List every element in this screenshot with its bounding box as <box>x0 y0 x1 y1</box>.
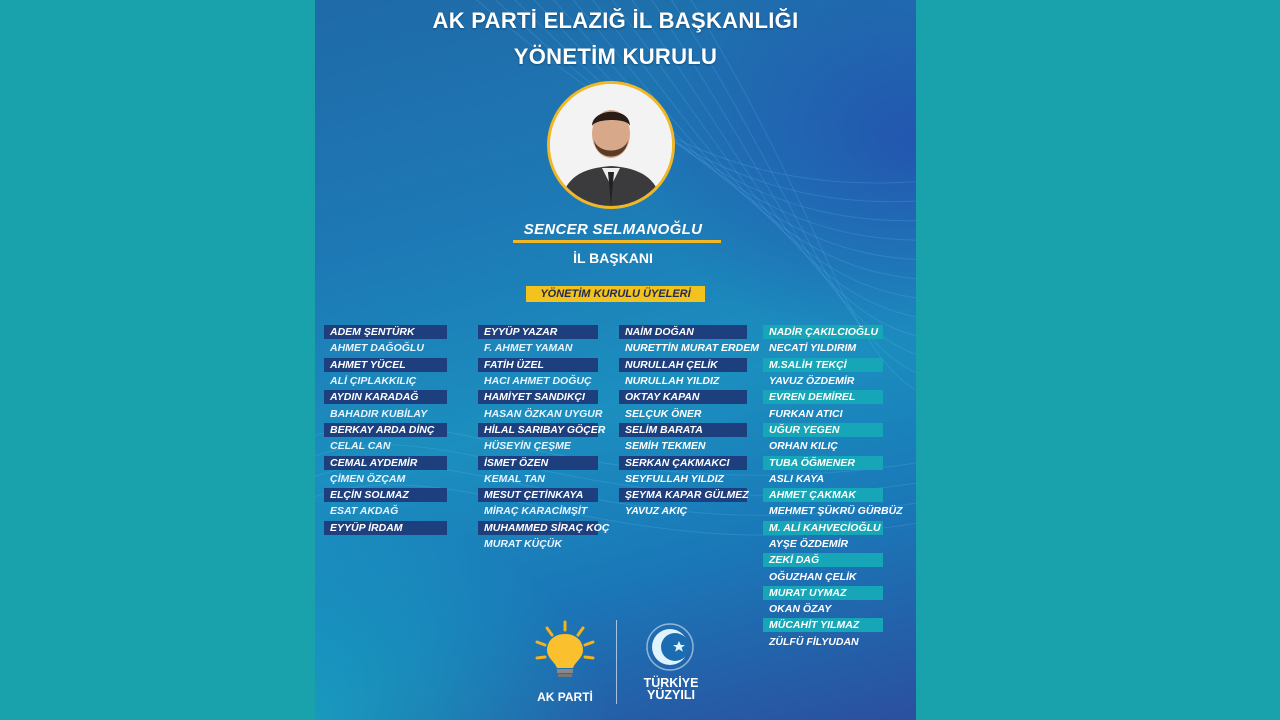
header-title-line1: AK PARTİ ELAZIĞ İL BAŞKANLIĞI <box>432 8 799 33</box>
ak-parti-lightbulb-icon <box>533 620 597 680</box>
member-item: ASLI KAYA <box>769 472 825 485</box>
member-item: MUHAMMED SİRAÇ KOÇ <box>478 520 598 536</box>
member-item: ZEKİ DAĞ <box>763 552 883 568</box>
member-item: ZÜLFÜ FİLYUDAN <box>769 635 859 648</box>
member-item: SELİM BARATA <box>619 422 747 438</box>
chair-portrait-photo <box>547 81 675 209</box>
members-column-2 <box>478 324 610 552</box>
member-item: OĞUZHAN ÇELİK <box>769 570 857 583</box>
member-item: AHMET YÜCEL <box>324 357 447 373</box>
turkiye-text-line2: YÜZYILI <box>647 688 695 702</box>
member-item: MURAT KÜÇÜK <box>484 538 562 550</box>
member-item: EYYÜP YAZAR <box>478 324 598 340</box>
member-item: EYYÜP İRDAM <box>324 520 447 536</box>
member-item: OKTAY KAPAN <box>619 389 747 405</box>
member-item: NADİR ÇAKILCIOĞLU <box>763 324 883 340</box>
member-item: SELÇUK ÖNER <box>625 407 702 420</box>
member-item: NURULLAH ÇELİK <box>619 357 747 373</box>
member-item: SERKAN ÇAKMAKCI <box>619 454 747 470</box>
chair-title: İL BAŞKANI <box>573 250 653 266</box>
member-item: MEHMET ŞÜKRÜ GÜRBÜZ <box>769 505 903 518</box>
member-item: BAHADIR KUBİLAY <box>330 407 428 420</box>
ak-parti-logo-text: AK PARTİ <box>537 690 593 704</box>
member-item: CEMAL AYDEMİR <box>324 454 447 470</box>
members-column-3 <box>619 324 759 520</box>
member-item: MURAT UYMAZ <box>763 585 883 601</box>
member-item: NAİM DOĞAN <box>619 324 747 340</box>
member-item: NECATİ YILDIRIM <box>769 342 857 355</box>
members-label: YÖNETİM KURULU ÜYELERİ <box>526 286 705 302</box>
chair-name: SENCER SELMANOĞLU <box>523 221 703 238</box>
member-item: HACI AHMET DOĞUÇ <box>484 375 592 388</box>
member-item: YAVUZ AKIÇ <box>625 505 688 518</box>
member-item: MÜCAHİT YILMAZ <box>763 617 883 633</box>
member-item: F. AHMET YAMAN <box>484 342 573 355</box>
members-column-1 <box>324 324 447 536</box>
member-item: M.SALİH TEKÇİ <box>763 357 883 373</box>
member-item: AHMET DAĞOĞLU <box>330 342 424 355</box>
member-item: SEYFULLAH YILDIZ <box>625 472 724 485</box>
turkiye-yuzyili-text <box>628 677 714 701</box>
member-item: FURKAN ATICI <box>769 407 843 420</box>
member-item: NURETTİN MURAT ERDEM <box>625 342 759 355</box>
member-item: HİLAL SARIBAY GÖÇER <box>478 422 598 438</box>
member-item: ESAT AKDAĞ <box>330 505 399 518</box>
turkiye-text-line1: TÜRKİYE <box>643 676 699 690</box>
member-item: AYDIN KARADAĞ <box>324 389 447 405</box>
member-item: BERKAY ARDA DİNÇ <box>324 422 447 438</box>
poster <box>315 0 916 720</box>
member-item: ADEM ŞENTÜRK <box>324 324 447 340</box>
member-item: CELAL CAN <box>330 440 391 453</box>
members-column-4 <box>763 324 903 650</box>
member-item: OKAN ÖZAY <box>769 603 832 616</box>
turkiye-yuzyili-crescent-icon <box>645 622 695 672</box>
member-item: ŞEYMA KAPAR GÜLMEZ <box>619 487 747 503</box>
header-title-line2: YÖNETİM KURULU <box>513 44 718 69</box>
member-item: HÜSEYİN ÇEŞME <box>484 440 571 453</box>
portrait-image <box>550 84 672 206</box>
member-item: HASAN ÖZKAN UYGUR <box>484 407 603 420</box>
chair-underline <box>513 240 721 243</box>
member-item: YAVUZ ÖZDEMİR <box>769 375 855 388</box>
member-item: ELÇİN SOLMAZ <box>324 487 447 503</box>
member-item: SEMİH TEKMEN <box>625 440 706 453</box>
member-item: MİRAÇ KARACİMŞİT <box>484 505 588 518</box>
member-item: ORHAN KILIÇ <box>769 440 838 453</box>
member-item: ALİ ÇIPLAKKILIÇ <box>330 375 417 388</box>
member-item: EVREN DEMİREL <box>763 389 883 405</box>
logo-divider <box>616 620 617 704</box>
member-item: İSMET ÖZEN <box>478 454 598 470</box>
member-item: KEMAL TAN <box>484 472 545 485</box>
member-item: NURULLAH YILDIZ <box>625 375 720 388</box>
member-item: MESUT ÇETİNKAYA <box>478 487 598 503</box>
member-item: AHMET ÇAKMAK <box>763 487 883 503</box>
member-item: FATİH ÜZEL <box>478 357 598 373</box>
member-item: AYŞE ÖZDEMİR <box>769 538 849 550</box>
member-item: TUBA ÖĞMENER <box>763 454 883 470</box>
footer-logos <box>315 618 916 720</box>
member-item: HAMİYET SANDIKÇI <box>478 389 598 405</box>
member-item: UĞUR YEGEN <box>763 422 883 438</box>
member-item: ÇİMEN ÖZÇAM <box>330 472 406 485</box>
member-item: M. ALİ KAHVECİOĞLU <box>763 520 883 536</box>
